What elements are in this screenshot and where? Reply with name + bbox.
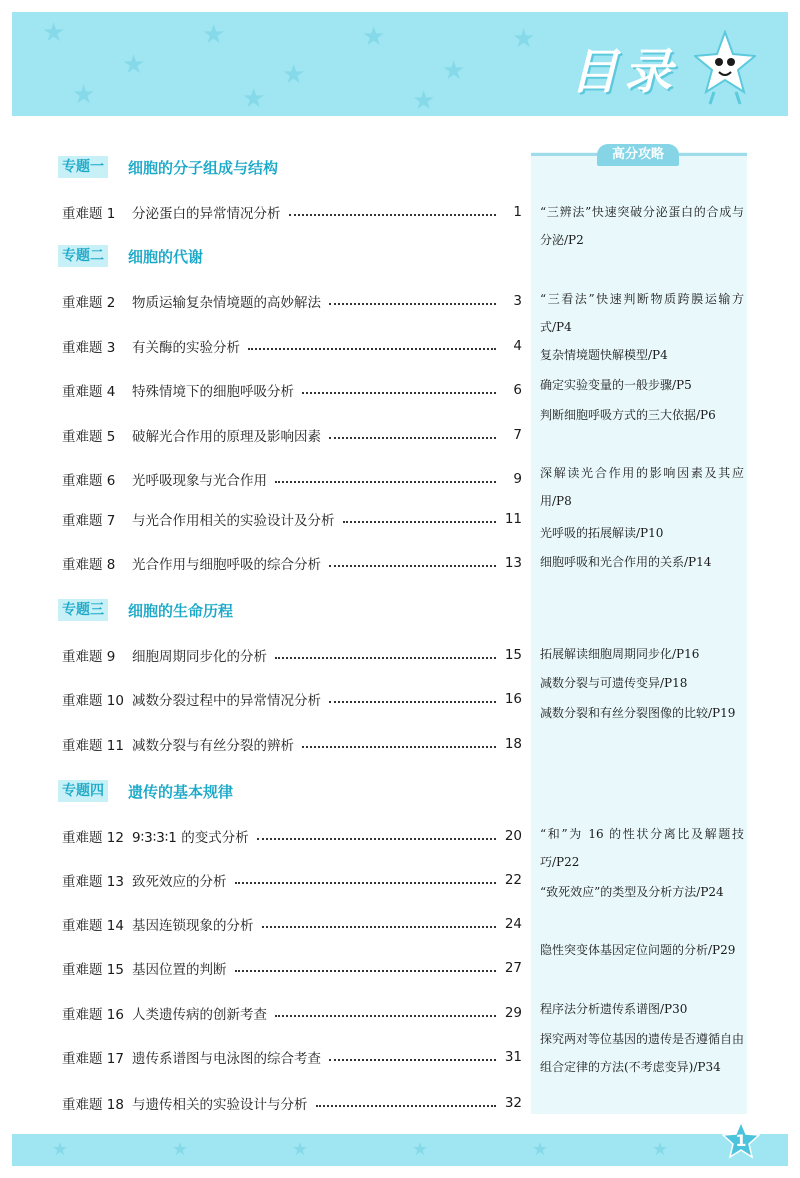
toc-item[interactable]	[62, 335, 522, 357]
leader-dots	[302, 736, 496, 748]
toc-item-number: 重难题 2	[62, 295, 116, 311]
toc-item-number: 重难题 3	[62, 340, 116, 356]
tip-item: 隐性突变体基因定位问题的分析/P29	[540, 943, 736, 957]
section-name: 细胞的生命历程	[128, 601, 234, 620]
toc-item[interactable]	[62, 644, 522, 666]
toc-item-page: 9	[513, 471, 522, 487]
star-decoration-icon: ★	[202, 20, 226, 50]
leader-dots	[275, 1005, 496, 1017]
leader-dots	[316, 1095, 497, 1107]
star-decoration-icon: ★	[282, 60, 306, 90]
toc-item-page: 31	[504, 1049, 522, 1065]
toc-item[interactable]	[62, 957, 522, 979]
tip-item: 拓展解读细胞周期同步化/P16	[540, 647, 700, 661]
section-tag: 专题一	[58, 156, 108, 178]
toc-item-number: 重难题 5	[62, 429, 116, 445]
section-heading	[58, 598, 233, 622]
toc-item-title: 特殊情境下的细胞呼吸分析	[132, 384, 294, 400]
toc-item-page: 1	[513, 204, 522, 220]
toc-item[interactable]	[62, 913, 522, 935]
star-decoration-icon: ★	[532, 1139, 549, 1160]
toc-item[interactable]	[62, 1002, 522, 1024]
toc-item-title: 减数分裂与有丝分裂的辨析	[132, 738, 294, 754]
toc-item-page: 11	[504, 511, 522, 527]
toc-item-title: 与遗传相关的实验设计与分析	[132, 1097, 308, 1113]
toc-item[interactable]	[62, 825, 522, 847]
toc-item[interactable]	[62, 468, 522, 490]
star-decoration-icon: ★	[362, 22, 386, 52]
section-tag: 专题二	[58, 245, 108, 267]
toc-item-title: 光合作用与细胞呼吸的综合分析	[132, 557, 321, 573]
toc-item-number: 重难题 6	[62, 473, 116, 489]
toc-item-page: 24	[504, 916, 522, 932]
toc-item-number: 重难题 17	[62, 1051, 124, 1067]
toc-item-page: 18	[504, 736, 522, 752]
star-decoration-icon: ★	[442, 56, 466, 86]
leader-dots	[262, 916, 497, 928]
toc-item[interactable]	[62, 552, 522, 574]
leader-dots	[329, 427, 496, 439]
tip-item: 深解读光合作用的影响因素及其应用/P8	[540, 466, 744, 508]
section-heading	[58, 244, 203, 268]
star-decoration-icon: ★	[412, 86, 436, 116]
toc-item-number: 重难题 16	[62, 1007, 124, 1023]
toc-item-page: 3	[513, 293, 522, 309]
toc-item-title: 致死效应的分析	[132, 874, 227, 890]
toc-item[interactable]	[62, 201, 522, 223]
star-decoration-icon: ★	[292, 1139, 309, 1160]
toc-item-page: 13	[504, 555, 522, 571]
footer-band	[12, 1134, 788, 1166]
page-title: 目录	[570, 44, 679, 100]
toc-item-page: 32	[504, 1095, 522, 1111]
tip-item: 减数分裂与可遗传变异/P18	[540, 676, 688, 690]
tip-item: 光呼吸的拓展解读/P10	[540, 526, 664, 540]
toc-item-title: 减数分裂过程中的异常情况分析	[132, 693, 321, 709]
toc-item-number: 重难题 14	[62, 918, 124, 934]
toc-item-page: 15	[504, 647, 522, 663]
toc-item-title: 人类遗传病的创新考查	[132, 1007, 267, 1023]
leader-dots	[248, 338, 496, 350]
toc-item-number: 重难题 13	[62, 874, 124, 890]
toc-item[interactable]	[62, 424, 522, 446]
toc-item-number: 重难题 18	[62, 1097, 124, 1113]
toc-item[interactable]	[62, 1092, 522, 1114]
tip-item: “和”为 16 的性状分离比及解题技巧/P22	[540, 827, 744, 869]
leader-dots	[257, 828, 496, 840]
toc-item-title: 光呼吸现象与光合作用	[132, 473, 267, 489]
leader-dots	[289, 204, 497, 216]
tip-item: 细胞呼吸和光合作用的关系/P14	[540, 555, 712, 569]
section-tag: 专题四	[58, 780, 108, 802]
star-decoration-icon: ★	[52, 1139, 69, 1160]
leader-dots	[302, 382, 496, 394]
toc-item-number: 重难题 1	[62, 206, 116, 222]
toc-item-number: 重难题 12	[62, 830, 124, 846]
toc-item[interactable]	[62, 688, 522, 710]
toc-item-number: 重难题 7	[62, 513, 116, 529]
tip-item: 复杂情境题快解模型/P4	[540, 348, 668, 362]
section-tag: 专题三	[58, 599, 108, 621]
tip-item: 减数分裂和有丝分裂图像的比较/P19	[540, 706, 736, 720]
leader-dots	[235, 872, 497, 884]
leader-dots	[329, 1049, 496, 1061]
toc-item-title: 细胞周期同步化的分析	[132, 649, 267, 665]
toc-item-page: 20	[504, 828, 522, 844]
star-decoration-icon: ★	[512, 24, 536, 54]
star-decoration-icon: ★	[242, 84, 266, 114]
star-decoration-icon: ★	[122, 50, 146, 80]
leader-dots	[235, 960, 497, 972]
section-name: 细胞的分子组成与结构	[128, 158, 279, 177]
toc-item[interactable]	[62, 733, 522, 755]
section-name: 细胞的代谢	[128, 247, 204, 266]
toc-item[interactable]	[62, 1046, 522, 1068]
toc-item[interactable]	[62, 508, 522, 530]
toc-item[interactable]	[62, 869, 522, 891]
tip-item: “致死效应”的类型及分析方法/P24	[540, 885, 724, 899]
tip-item: 程序法分析遗传系谱图/P30	[540, 1002, 688, 1016]
star-decoration-icon: ★	[72, 80, 96, 110]
tip-item: “三看法”快速判断物质跨膜运输方式/P4	[540, 292, 744, 334]
toc-item-page: 16	[504, 691, 522, 707]
toc-item[interactable]	[62, 379, 522, 401]
section-heading	[58, 155, 278, 179]
toc-item-number: 重难题 4	[62, 384, 116, 400]
star-mascot-icon	[694, 30, 756, 106]
toc-item-number: 重难题 8	[62, 557, 116, 573]
toc-item-number: 重难题 11	[62, 738, 124, 754]
section-name: 遗传的基本规律	[128, 782, 234, 801]
star-decoration-icon: ★	[42, 18, 66, 48]
toc-item-title: 物质运输复杂情境题的高妙解法	[132, 295, 321, 311]
toc-item-page: 6	[513, 382, 522, 398]
tip-item: 确定实验变量的一般步骤/P5	[540, 378, 692, 392]
toc-item-title: 遗传系谱图与电泳图的综合考查	[132, 1051, 321, 1067]
toc-item-title: 与光合作用相关的实验设计及分析	[132, 513, 335, 529]
leader-dots	[275, 471, 496, 483]
star-decoration-icon: ★	[652, 1139, 669, 1160]
toc-item-title: 9∶3∶3∶1 的变式分析	[132, 830, 249, 846]
toc-item-number: 重难题 9	[62, 649, 116, 665]
toc-item-page: 7	[513, 427, 522, 443]
toc-item-page: 4	[513, 338, 522, 354]
toc-item-number: 重难题 15	[62, 962, 124, 978]
toc-item-page: 22	[504, 872, 522, 888]
tip-item: 探究两对等位基因的遗传是否遵循自由组合定律的方法(不考虑变异)/P34	[540, 1032, 745, 1074]
leader-dots	[329, 691, 496, 703]
star-decoration-icon: ★	[412, 1139, 429, 1160]
toc-item-number: 重难题 10	[62, 693, 124, 709]
toc-item-page: 29	[504, 1005, 522, 1021]
page-title-box	[570, 44, 690, 100]
star-decoration-icon: ★	[172, 1139, 189, 1160]
toc-item-title: 分泌蛋白的异常情况分析	[132, 206, 281, 222]
toc-item-title: 基因位置的判断	[132, 962, 227, 978]
tip-item: “三辨法”快速突破分泌蛋白的合成与分泌/P2	[540, 205, 744, 247]
section-heading	[58, 779, 233, 803]
toc-item-page: 27	[504, 960, 522, 976]
leader-dots	[329, 555, 496, 567]
tip-item: 判断细胞呼吸方式的三大依据/P6	[540, 408, 716, 422]
toc-item-title: 有关酶的实验分析	[132, 340, 240, 356]
toc-item[interactable]	[62, 290, 522, 312]
page-number: 1	[735, 1131, 747, 1150]
leader-dots	[329, 293, 496, 305]
leader-dots	[343, 511, 497, 523]
leader-dots	[275, 647, 496, 659]
toc-item-title: 破解光合作用的原理及影响因素	[132, 429, 321, 445]
toc-item-title: 基因连锁现象的分析	[132, 918, 254, 934]
tips-panel-title: 高分攻略	[597, 144, 679, 166]
